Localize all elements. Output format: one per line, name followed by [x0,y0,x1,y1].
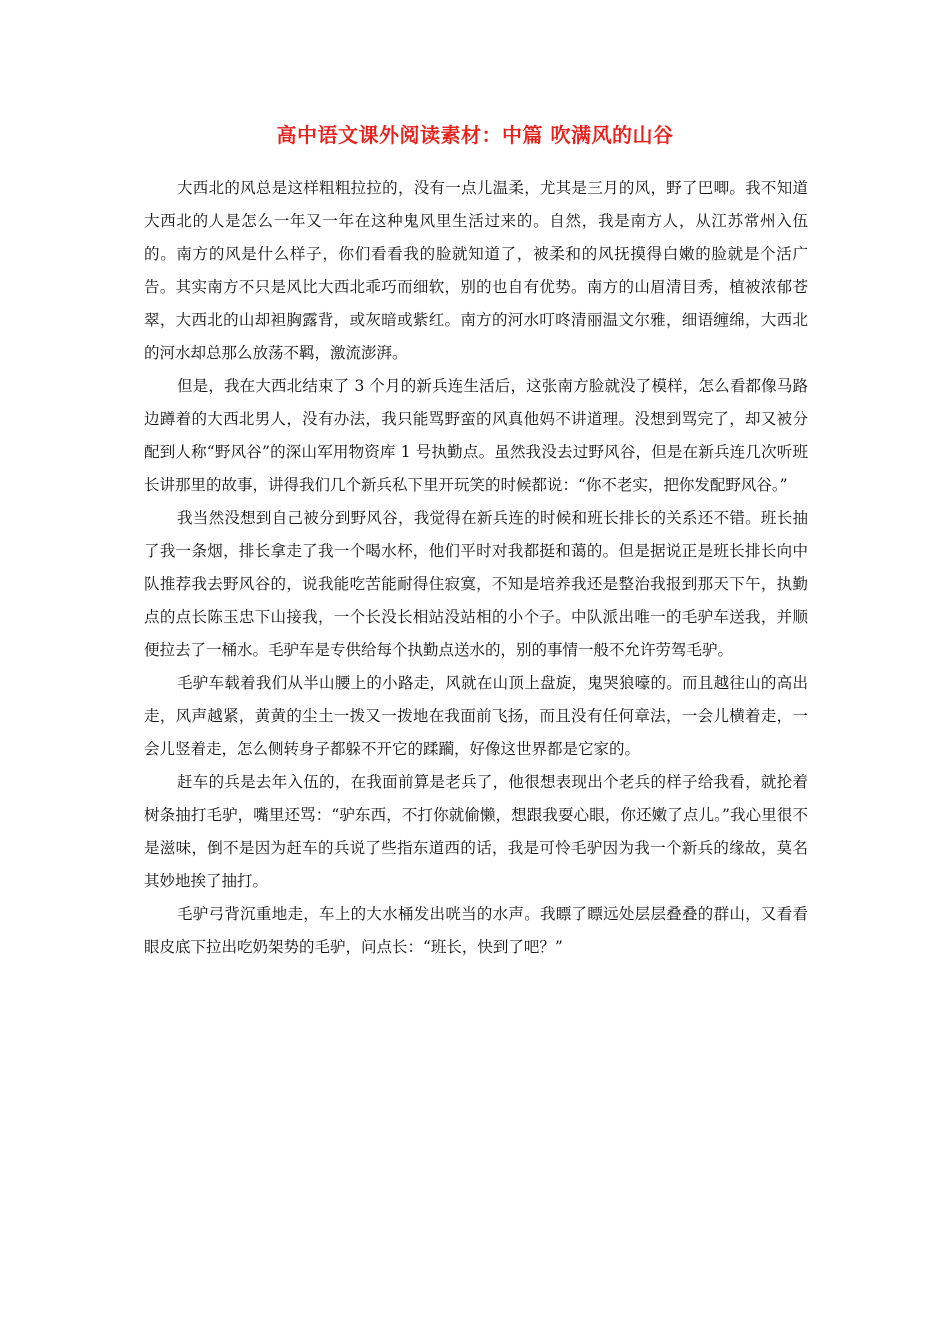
document-title: 高中语文课外阅读素材：中篇 吹满风的山谷 [276,123,674,147]
paragraph: 毛驴弓背沉重地走，车上的大水桶发出咣当的水声。我瞟了瞟远处层层叠叠的群山，又看看眼皮底下拉出吃奶架势的毛驴，问点长：“班长，快到了吧？” [144,905,808,956]
paragraph: 我当然没想到自己被分到野风谷，我觉得在新兵连的时候和班长排长的关系还不错。班长抽了我一条烟，排长拿走了我一个喝水杯，他们平时对我都挺和蔼的。但是据说正是班长排长向中队推荐我去野风谷的，说我能吃苦能耐得住寂寞，不知是培养我还是整治我报到那天下午，执勤点的点长陈玉忠下山接我，一个长没长相站没站相的小个子。中队派出唯一的毛驴车送我，并顺便拉去了一桶水。毛驴车是专供给每个执勤点送水的，别的事情一般不允许劳驾毛驴。 [144,509,808,659]
paragraph: 赶车的兵是去年入伍的，在我面前算是老兵了，他很想表现出个老兵的样子给我看，就抡着树条抽打毛驴，嘴里还骂：“驴东西，不打你就偷懒，想跟我耍心眼，你还嫩了点儿。”我心里很不是滋味，倒不是因为赶车的兵说了些指东道西的话，我是可怜毛驴因为我一个新兵的缘故，莫名其妙地挨了抽打。 [144,773,808,890]
paragraph: 毛驴车载着我们从半山腰上的小路走，风就在山顶上盘旋，鬼哭狼嚎的。而且越往山的高出走，风声越紧，黄黄的尘土一拨又一拨地在我面前飞扬，而且没有任何章法，一会儿横着走，一会儿竖着走，怎么侧转身子都躲不开它的蹂躏，好像这世界都是它家的。 [144,674,808,758]
paragraph: 但是，我在大西北结束了 3 个月的新兵连生活后，这张南方脸就没了模样，怎么看都像马路边蹲着的大西北男人，没有办法，我只能骂野蛮的风真他妈不讲道理。没想到骂完了，却又被分配到人称“野风谷”的深山军用物资库 1 号执勤点。虽然我没去过野风谷，但是在新兵连几次听班长讲那里的故事，讲得我们几个新兵私下里开玩笑的时候都说：“你不老实，把你发配野风谷。” [144,377,808,494]
paragraph: 大西北的风总是这样粗粗拉拉的，没有一点儿温柔，尤其是三月的风，野了巴唧。我不知道大西北的人是怎么一年又一年在这种鬼风里生活过来的。自然，我是南方人，从江苏常州入伍的。南方的风是什么样子，你们看看我的脸就知道了，被柔和的风抚摸得白嫩的脸就是个活广告。其实南方不只是风比大西北乖巧而细软，别的也自有优势。南方的山眉清目秀，植被浓郁苍翠，大西北的山却袒胸露背，或灰暗或紫红。南方的河水叮咚清丽温文尔雅，细语缠绵，大西北的河水却总那么放荡不羁，激流澎湃。 [144,179,808,362]
document-body [144,172,808,964]
